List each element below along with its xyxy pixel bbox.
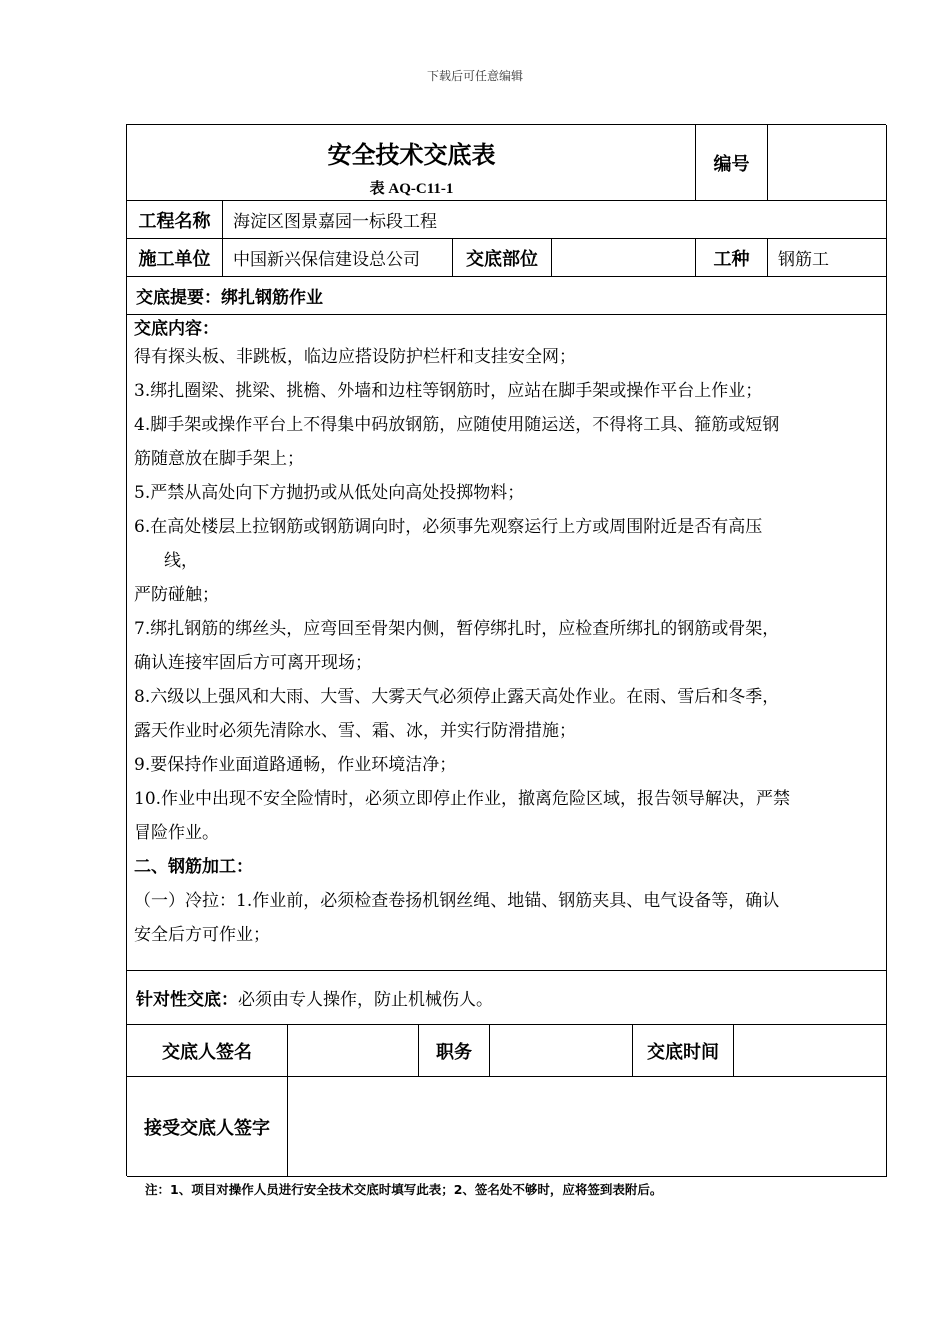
trade-value: 钢筋工 bbox=[768, 239, 887, 277]
summary-row bbox=[127, 277, 887, 315]
time-field[interactable] bbox=[734, 1025, 887, 1077]
summary-label: 交底提要： bbox=[136, 288, 221, 308]
part-label: 交底部位 bbox=[453, 239, 552, 277]
signer-label: 交底人签名 bbox=[127, 1025, 288, 1077]
targeted-row bbox=[127, 971, 887, 1025]
content-line: 4.脚手架或操作平台上不得集中码放钢筋，应随使用随运送，不得将工具、箍筋或短钢 bbox=[134, 415, 780, 435]
targeted-value: 必须由专人操作，防止机械伤人。 bbox=[238, 990, 493, 1010]
trade-label: 工种 bbox=[696, 239, 768, 277]
time-label: 交底时间 bbox=[633, 1025, 734, 1077]
content-line: 露天作业时必须先清除水、雪、霜、冰，并实行防滑措施； bbox=[134, 721, 576, 741]
position-label: 职务 bbox=[419, 1025, 490, 1077]
receiver-field[interactable] bbox=[288, 1077, 887, 1177]
content-line: 7.绑扎钢筋的绑丝头，应弯回至骨架内侧，暂停绑扎时，应检查所绑扎的钢筋或骨架， bbox=[134, 619, 780, 639]
position-field[interactable] bbox=[490, 1025, 633, 1077]
signer-field[interactable] bbox=[288, 1025, 419, 1077]
header-note: 下载后可任意编辑 bbox=[426, 69, 523, 83]
content-line: 6.在高处楼层上拉钢筋或钢筋调向时，必须事先观察运行上方或周围附近是否有高压 bbox=[134, 517, 763, 537]
section2-title: 二、钢筋加工： bbox=[134, 857, 253, 877]
number-field[interactable] bbox=[768, 125, 887, 201]
project-label: 工程名称 bbox=[127, 201, 223, 239]
form-title: 安全技术交底表 bbox=[327, 141, 496, 169]
part-field[interactable] bbox=[552, 239, 696, 277]
receiver-label: 接受交底人签字 bbox=[127, 1077, 288, 1177]
form-code: 表 AQ-C11-1 bbox=[369, 181, 454, 197]
section2-line: 安全后方可作业； bbox=[134, 925, 270, 945]
content-line: 8.六级以上强风和大雨、大雪、大雾天气必须停止露天高处作业。在雨、雪后和冬季， bbox=[134, 687, 780, 707]
summary-value: 绑扎钢筋作业 bbox=[221, 288, 323, 308]
content-label: 交底内容： bbox=[134, 319, 219, 339]
content-line: 冒险作业。 bbox=[134, 823, 219, 843]
content-line: 10.作业中出现不安全险情时，必须立即停止作业，撤离危险区域，报告领导解决，严禁 bbox=[134, 789, 791, 809]
section2-line: （一）冷拉：1.作业前，必须检查卷扬机钢丝绳、地锚、钢筋夹具、电气设备等，确认 bbox=[134, 891, 780, 911]
unit-label: 施工单位 bbox=[127, 239, 223, 277]
number-label: 编号 bbox=[696, 125, 768, 201]
content-text bbox=[134, 316, 879, 952]
footnote: 注：1、项目对操作人员进行安全技术交底时填写此表；2、签名处不够时，应将签到表附后。 bbox=[145, 1182, 663, 1197]
title-cell bbox=[127, 125, 696, 201]
content-line: 得有探头板、非跳板，临边应搭设防护栏杆和支挂安全网； bbox=[134, 347, 576, 367]
content-line: 9.要保持作业面道路通畅，作业环境洁净； bbox=[134, 755, 457, 775]
content-line: 确认连接牢固后方可离开现场； bbox=[134, 653, 372, 673]
content-line: 3.绑扎圈梁、挑梁、挑檐、外墙和边柱等钢筋时，应站在脚手架或操作平台上作业； bbox=[134, 381, 763, 401]
unit-value: 中国新兴保信建设总公司 bbox=[223, 239, 453, 277]
content-line: 筋随意放在脚手架上； bbox=[134, 449, 304, 469]
content-line: 5.严禁从高处向下方抛扔或从低处向高处投掷物料； bbox=[134, 483, 525, 503]
content-line: 线， bbox=[164, 551, 198, 571]
project-value: 海淀区图景嘉园一标段工程 bbox=[223, 201, 887, 239]
content-line: 严防碰触； bbox=[134, 585, 219, 605]
targeted-label: 针对性交底： bbox=[136, 990, 238, 1010]
